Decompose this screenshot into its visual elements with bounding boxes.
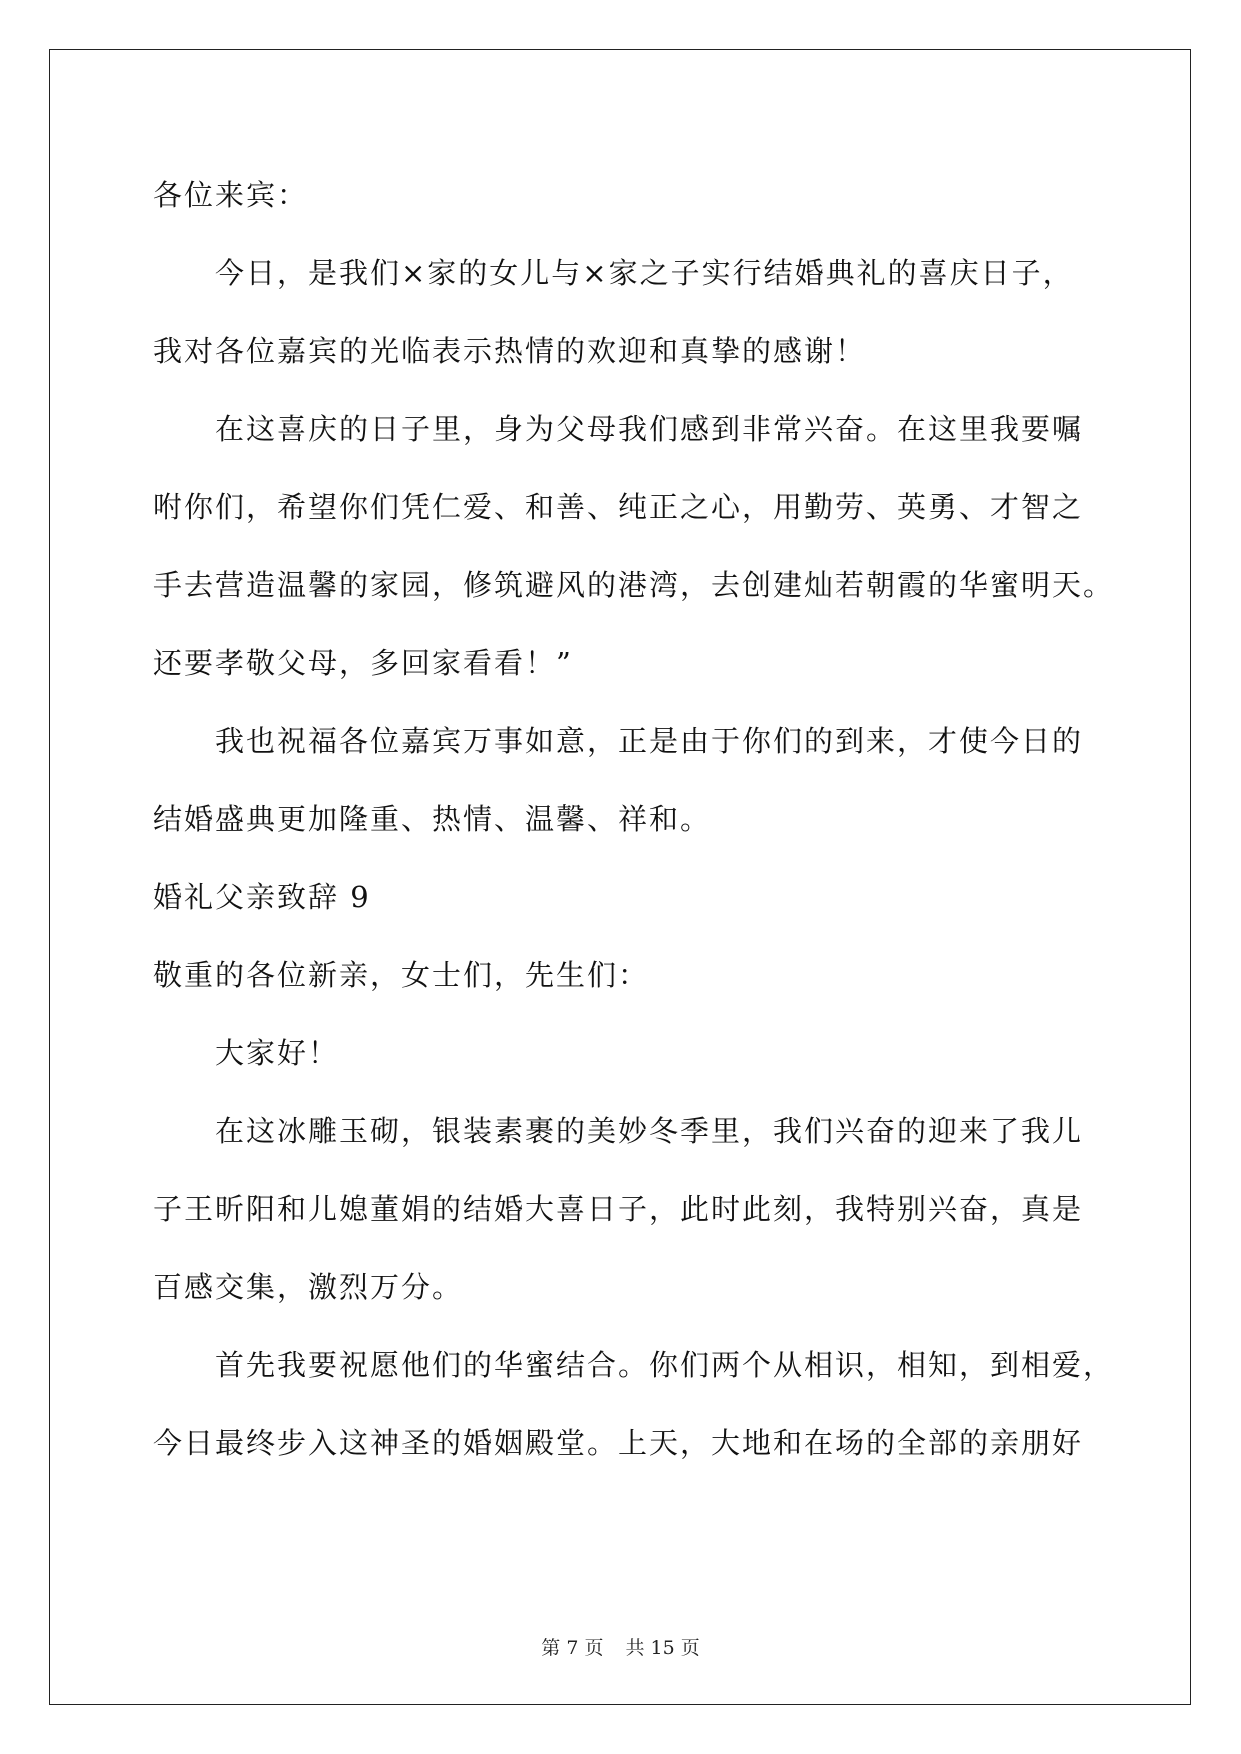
page-number-current: 第 7 页 bbox=[541, 1637, 604, 1659]
paragraph-line: 首先我要祝愿他们的华蜜结合。你们两个从相识，相知，到相爱， bbox=[215, 1348, 1115, 1382]
paragraph-line: 还要孝敬父母，多回家看看！” bbox=[153, 646, 573, 680]
greeting-line: 大家好！ bbox=[215, 1036, 340, 1070]
paragraph-line: 手去营造温馨的家园，修筑避风的港湾，去创建灿若朝霞的华蜜明天。 bbox=[153, 568, 1115, 602]
page-number-total: 共 15 页 bbox=[625, 1637, 700, 1659]
salutation-line: 敬重的各位新亲，女士们，先生们： bbox=[153, 958, 650, 992]
paragraph-line: 今日最终步入这神圣的婚姻殿堂。上天，大地和在场的全部的亲朋好 bbox=[153, 1426, 1084, 1460]
paragraph-line: 在这喜庆的日子里，身为父母我们感到非常兴奋。在这里我要嘱 bbox=[215, 412, 1084, 446]
paragraph-line: 今日，是我们×家的女儿与×家之子实行结婚典礼的喜庆日子， bbox=[215, 256, 1074, 290]
section-title: 婚礼父亲致辞 9 bbox=[153, 880, 371, 914]
paragraph-line: 百感交集，激烈万分。 bbox=[153, 1270, 464, 1304]
paragraph-line: 结婚盛典更加隆重、热情、温馨、祥和。 bbox=[153, 802, 712, 836]
page-footer bbox=[0, 1636, 1241, 1660]
paragraph-line: 在这冰雕玉砌，银装素裹的美妙冬季里，我们兴奋的迎来了我儿 bbox=[215, 1114, 1084, 1148]
salutation-line: 各位来宾： bbox=[153, 178, 309, 212]
paragraph-line: 我对各位嘉宾的光临表示热情的欢迎和真挚的感谢！ bbox=[153, 334, 867, 368]
paragraph-line: 咐你们，希望你们凭仁爱、和善、纯正之心，用勤劳、英勇、才智之 bbox=[153, 490, 1084, 524]
paragraph-line: 我也祝福各位嘉宾万事如意，正是由于你们的到来，才使今日的 bbox=[215, 724, 1084, 758]
paragraph-line: 子王昕阳和儿媳董娟的结婚大喜日子，此时此刻，我特别兴奋，真是 bbox=[153, 1192, 1084, 1226]
